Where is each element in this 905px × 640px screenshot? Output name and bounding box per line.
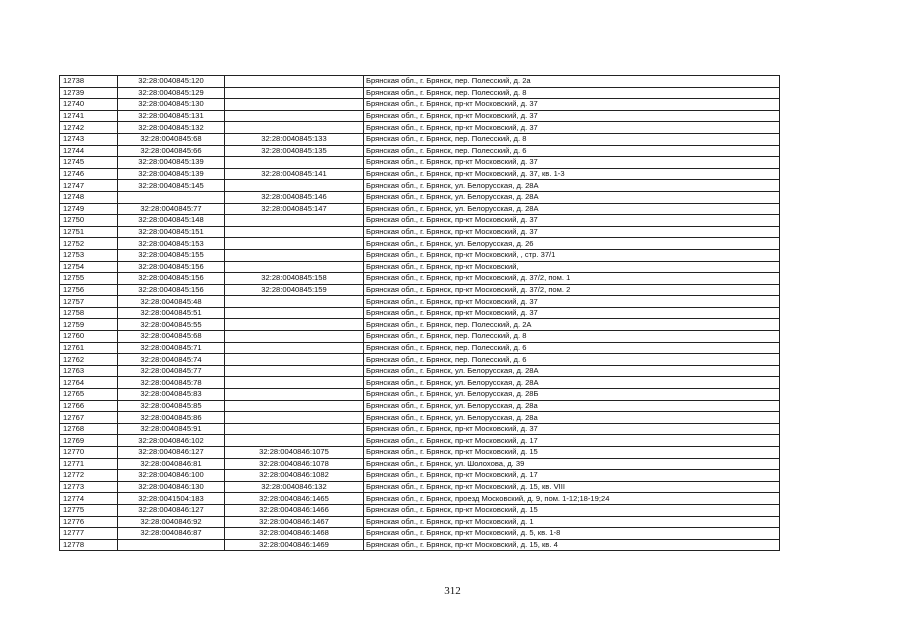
cell-address: Брянская обл., г. Брянск, пер. Полесский, д. 6 (364, 354, 780, 366)
cell-address: Брянская обл., г. Брянск, пр-кт Московский, д. 1 (364, 516, 780, 528)
cell-cadastral-number: 32:28:0040845:74 (118, 354, 225, 366)
cell-object-cadastral-number (225, 400, 364, 412)
table-row (60, 226, 780, 238)
cell-address: Брянская обл., г. Брянск, пр-кт Московский, д. 37, кв. 1-3 (364, 168, 780, 180)
cell-record-number: 12747 (60, 180, 118, 192)
cell-record-number: 12771 (60, 458, 118, 470)
cell-object-cadastral-number: 32:28:0040845:141 (225, 168, 364, 180)
cell-cadastral-number: 32:28:0040845:85 (118, 400, 225, 412)
cell-record-number: 12776 (60, 516, 118, 528)
table-row (60, 389, 780, 401)
cell-record-number: 12761 (60, 342, 118, 354)
cell-object-cadastral-number (225, 226, 364, 238)
cell-cadastral-number: 32:28:0040845:139 (118, 157, 225, 169)
cell-cadastral-number: 32:28:0040845:139 (118, 168, 225, 180)
cell-record-number: 12742 (60, 122, 118, 134)
cell-record-number: 12769 (60, 435, 118, 447)
cell-record-number: 12773 (60, 481, 118, 493)
cell-record-number: 12767 (60, 412, 118, 424)
cell-object-cadastral-number (225, 365, 364, 377)
table-row (60, 319, 780, 331)
cell-address: Брянская обл., г. Брянск, ул. Белорусская, д. 26 (364, 238, 780, 250)
cell-address: Брянская обл., г. Брянск, пр-кт Московский, д. 15, кв. VIII (364, 481, 780, 493)
table-row (60, 203, 780, 215)
cell-address: Брянская обл., г. Брянск, ул. Белорусская, д. 28А (364, 180, 780, 192)
cell-record-number: 12739 (60, 87, 118, 99)
table-row (60, 110, 780, 122)
cell-record-number: 12745 (60, 157, 118, 169)
cell-object-cadastral-number: 32:28:0040845:135 (225, 145, 364, 157)
cell-cadastral-number: 32:28:0040845:156 (118, 261, 225, 273)
cell-object-cadastral-number: 32:28:0040846:1082 (225, 470, 364, 482)
table-row (60, 539, 780, 551)
cell-address: Брянская обл., г. Брянск, пр-кт Московский, д. 15, кв. 4 (364, 539, 780, 551)
table-row (60, 342, 780, 354)
cell-cadastral-number: 32:28:0040845:120 (118, 76, 225, 88)
cell-cadastral-number: 32:28:0040845:86 (118, 412, 225, 424)
cell-object-cadastral-number (225, 157, 364, 169)
cell-object-cadastral-number (225, 377, 364, 389)
cell-object-cadastral-number (225, 122, 364, 134)
table-row (60, 273, 780, 285)
cell-cadastral-number: 32:28:0040846:100 (118, 470, 225, 482)
table-row (60, 238, 780, 250)
cell-address: Брянская обл., г. Брянск, ул. Белорусская, д. 28а (364, 400, 780, 412)
cell-object-cadastral-number: 32:28:0040846:1469 (225, 539, 364, 551)
cell-record-number: 12746 (60, 168, 118, 180)
cell-record-number: 12763 (60, 365, 118, 377)
cell-object-cadastral-number: 32:28:0040846:1467 (225, 516, 364, 528)
cell-record-number: 12740 (60, 99, 118, 111)
cell-address: Брянская обл., г. Брянск, ул. Шолохова, д. 39 (364, 458, 780, 470)
table-row (60, 331, 780, 343)
cell-address: Брянская обл., г. Брянск, пр-кт Московский, д. 37 (364, 110, 780, 122)
cell-record-number: 12757 (60, 296, 118, 308)
cell-object-cadastral-number (225, 331, 364, 343)
table-row (60, 180, 780, 192)
cell-object-cadastral-number: 32:28:0040845:159 (225, 284, 364, 296)
cell-cadastral-number: 32:28:0040845:151 (118, 226, 225, 238)
table-row (60, 157, 780, 169)
cell-address: Брянская обл., г. Брянск, пр-кт Московский, д. 5, кв. 1-8 (364, 528, 780, 540)
cell-object-cadastral-number (225, 319, 364, 331)
cell-object-cadastral-number (225, 180, 364, 192)
cell-cadastral-number: 32:28:0040845:68 (118, 133, 225, 145)
cell-record-number: 12744 (60, 145, 118, 157)
table-row (60, 470, 780, 482)
cell-object-cadastral-number: 32:28:0040845:133 (225, 133, 364, 145)
cell-object-cadastral-number (225, 99, 364, 111)
cell-cadastral-number: 32:28:0040845:77 (118, 203, 225, 215)
cell-address: Брянская обл., г. Брянск, пр-кт Московский, д. 37 (364, 423, 780, 435)
cell-object-cadastral-number (225, 354, 364, 366)
cell-object-cadastral-number: 32:28:0040845:147 (225, 203, 364, 215)
table-row (60, 76, 780, 88)
cell-address: Брянская обл., г. Брянск, пер. Полесский, д. 8 (364, 331, 780, 343)
cell-cadastral-number (118, 539, 225, 551)
cell-address: Брянская обл., г. Брянск, пр-кт Московский, , стр. 37/1 (364, 249, 780, 261)
cell-object-cadastral-number (225, 423, 364, 435)
table-row (60, 249, 780, 261)
table-row (60, 354, 780, 366)
cell-address: Брянская обл., г. Брянск, проезд Московский, д. 9, пом. 1-12;18-19;24 (364, 493, 780, 505)
cell-address: Брянская обл., г. Брянск, пр-кт Московский, д. 37 (364, 296, 780, 308)
cell-object-cadastral-number: 32:28:0040845:158 (225, 273, 364, 285)
table-row (60, 365, 780, 377)
cell-address: Брянская обл., г. Брянск, пер. Полесский, д. 8 (364, 133, 780, 145)
cell-cadastral-number: 32:28:0040845:68 (118, 331, 225, 343)
cell-object-cadastral-number (225, 435, 364, 447)
cell-cadastral-number: 32:28:0040845:132 (118, 122, 225, 134)
cell-address: Брянская обл., г. Брянск, ул. Белорусская, д. 28А (364, 191, 780, 203)
cell-address: Брянская обл., г. Брянск, пр-кт Московский, (364, 261, 780, 273)
table-row (60, 307, 780, 319)
cell-record-number: 12772 (60, 470, 118, 482)
cell-cadastral-number: 32:28:0040846:127 (118, 447, 225, 459)
cell-address: Брянская обл., г. Брянск, ул. Белорусская, д. 28А (364, 203, 780, 215)
cell-object-cadastral-number (225, 296, 364, 308)
cell-object-cadastral-number (225, 87, 364, 99)
page-number: 312 (444, 585, 461, 597)
table-row (60, 191, 780, 203)
cell-cadastral-number: 32:28:0040845:148 (118, 215, 225, 227)
cell-object-cadastral-number: 32:28:0040846:1465 (225, 493, 364, 505)
cell-record-number: 12777 (60, 528, 118, 540)
cell-record-number: 12751 (60, 226, 118, 238)
cell-record-number: 12741 (60, 110, 118, 122)
cell-object-cadastral-number (225, 307, 364, 319)
cell-address: Брянская обл., г. Брянск, пр-кт Московский, д. 37/2, пом. 1 (364, 273, 780, 285)
table-row (60, 168, 780, 180)
cell-cadastral-number: 32:28:0040845:78 (118, 377, 225, 389)
cell-address: Брянская обл., г. Брянск, пер. Полесский, д. 6 (364, 342, 780, 354)
cell-cadastral-number: 32:28:0040845:145 (118, 180, 225, 192)
cell-address: Брянская обл., г. Брянск, пер. Полесский, д. 6 (364, 145, 780, 157)
table-row (60, 377, 780, 389)
table-row (60, 423, 780, 435)
cell-cadastral-number: 32:28:0040845:71 (118, 342, 225, 354)
table-row (60, 122, 780, 134)
table-row (60, 493, 780, 505)
cell-address: Брянская обл., г. Брянск, пер. Полесский, д. 8 (364, 87, 780, 99)
cell-cadastral-number: 32:28:0040846:130 (118, 481, 225, 493)
cell-record-number: 12749 (60, 203, 118, 215)
cell-cadastral-number: 32:28:0041504:183 (118, 493, 225, 505)
cell-cadastral-number: 32:28:0040846:102 (118, 435, 225, 447)
cell-record-number: 12759 (60, 319, 118, 331)
cell-cadastral-number: 32:28:0040845:156 (118, 284, 225, 296)
cell-object-cadastral-number: 32:28:0040846:1075 (225, 447, 364, 459)
cell-object-cadastral-number: 32:28:0040846:1078 (225, 458, 364, 470)
cell-object-cadastral-number (225, 76, 364, 88)
cell-record-number: 12738 (60, 76, 118, 88)
cell-record-number: 12752 (60, 238, 118, 250)
cell-cadastral-number: 32:28:0040846:92 (118, 516, 225, 528)
cell-object-cadastral-number: 32:28:0040846:132 (225, 481, 364, 493)
cell-object-cadastral-number: 32:28:0040846:1468 (225, 528, 364, 540)
cell-address: Брянская обл., г. Брянск, пер. Полесский, д. 2А (364, 319, 780, 331)
cell-cadastral-number: 32:28:0040846:81 (118, 458, 225, 470)
cell-cadastral-number: 32:28:0040845:155 (118, 249, 225, 261)
cell-record-number: 12775 (60, 504, 118, 516)
cell-cadastral-number: 32:28:0040845:55 (118, 319, 225, 331)
table-row (60, 516, 780, 528)
cell-object-cadastral-number (225, 342, 364, 354)
cell-address: Брянская обл., г. Брянск, пр-кт Московский, д. 37/2, пом. 2 (364, 284, 780, 296)
table-row (60, 296, 780, 308)
cell-address: Брянская обл., г. Брянск, ул. Белорусская, д. 28А (364, 377, 780, 389)
cell-cadastral-number (118, 191, 225, 203)
cell-record-number: 12766 (60, 400, 118, 412)
cell-object-cadastral-number (225, 249, 364, 261)
cell-record-number: 12750 (60, 215, 118, 227)
cell-record-number: 12778 (60, 539, 118, 551)
cell-object-cadastral-number (225, 110, 364, 122)
cell-address: Брянская обл., г. Брянск, пр-кт Московский, д. 37 (364, 157, 780, 169)
table-row (60, 261, 780, 273)
cell-cadastral-number: 32:28:0040845:48 (118, 296, 225, 308)
cell-object-cadastral-number (225, 389, 364, 401)
table-row (60, 504, 780, 516)
cell-cadastral-number: 32:28:0040845:83 (118, 389, 225, 401)
cell-object-cadastral-number (225, 238, 364, 250)
table-row (60, 458, 780, 470)
cell-record-number: 12770 (60, 447, 118, 459)
cell-address: Брянская обл., г. Брянск, пер. Полесский, д. 2а (364, 76, 780, 88)
cell-address: Брянская обл., г. Брянск, ул. Белорусская, д. 28А (364, 365, 780, 377)
cell-address: Брянская обл., г. Брянск, пр-кт Московский, д. 17 (364, 435, 780, 447)
table-row (60, 99, 780, 111)
cell-record-number: 12758 (60, 307, 118, 319)
cell-record-number: 12768 (60, 423, 118, 435)
cell-address: Брянская обл., г. Брянск, ул. Белорусская, д. 28Б (364, 389, 780, 401)
cell-cadastral-number: 32:28:0040845:130 (118, 99, 225, 111)
cell-object-cadastral-number: 32:28:0040846:1466 (225, 504, 364, 516)
cell-cadastral-number: 32:28:0040845:77 (118, 365, 225, 377)
cell-cadastral-number: 32:28:0040845:153 (118, 238, 225, 250)
cell-record-number: 12756 (60, 284, 118, 296)
table-row (60, 435, 780, 447)
table-row (60, 481, 780, 493)
table-row (60, 284, 780, 296)
cell-record-number: 12754 (60, 261, 118, 273)
cell-cadastral-number: 32:28:0040845:156 (118, 273, 225, 285)
cell-address: Брянская обл., г. Брянск, пр-кт Московский, д. 37 (364, 215, 780, 227)
cell-object-cadastral-number (225, 412, 364, 424)
table-row (60, 400, 780, 412)
cell-address: Брянская обл., г. Брянск, пр-кт Московский, д. 37 (364, 307, 780, 319)
table-row (60, 133, 780, 145)
cell-cadastral-number: 32:28:0040845:91 (118, 423, 225, 435)
cell-cadastral-number: 32:28:0040845:51 (118, 307, 225, 319)
cell-address: Брянская обл., г. Брянск, пр-кт Московский, д. 15 (364, 504, 780, 516)
cell-object-cadastral-number: 32:28:0040845:146 (225, 191, 364, 203)
cell-object-cadastral-number (225, 261, 364, 273)
cell-record-number: 12743 (60, 133, 118, 145)
cell-record-number: 12762 (60, 354, 118, 366)
cell-object-cadastral-number (225, 215, 364, 227)
cell-record-number: 12748 (60, 191, 118, 203)
table-row (60, 528, 780, 540)
cell-cadastral-number: 32:28:0040846:127 (118, 504, 225, 516)
cell-record-number: 12764 (60, 377, 118, 389)
cell-address: Брянская обл., г. Брянск, пр-кт Московский, д. 37 (364, 122, 780, 134)
cell-cadastral-number: 32:28:0040846:87 (118, 528, 225, 540)
cell-record-number: 12760 (60, 331, 118, 343)
cadastral-table (59, 75, 780, 551)
cell-cadastral-number: 32:28:0040845:131 (118, 110, 225, 122)
table-row (60, 215, 780, 227)
table-row (60, 412, 780, 424)
cell-address: Брянская обл., г. Брянск, пр-кт Московский, д. 37 (364, 99, 780, 111)
cell-address: Брянская обл., г. Брянск, ул. Белорусская, д. 28а (364, 412, 780, 424)
cell-cadastral-number: 32:28:0040845:129 (118, 87, 225, 99)
cell-address: Брянская обл., г. Брянск, пр-кт Московский, д. 37 (364, 226, 780, 238)
cell-record-number: 12753 (60, 249, 118, 261)
cell-cadastral-number: 32:28:0040845:66 (118, 145, 225, 157)
cell-record-number: 12755 (60, 273, 118, 285)
table-row (60, 87, 780, 99)
table-row (60, 447, 780, 459)
cell-address: Брянская обл., г. Брянск, пр-кт Московский, д. 17 (364, 470, 780, 482)
cell-address: Брянская обл., г. Брянск, пр-кт Московский, д. 15 (364, 447, 780, 459)
table-body (60, 76, 780, 551)
table-row (60, 145, 780, 157)
cell-record-number: 12774 (60, 493, 118, 505)
cell-record-number: 12765 (60, 389, 118, 401)
